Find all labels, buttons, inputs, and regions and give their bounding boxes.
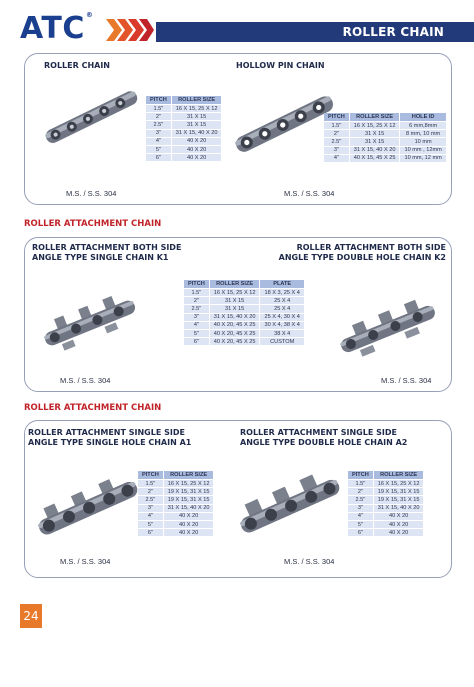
table-row — [348, 512, 424, 520]
table-row — [138, 480, 214, 488]
table-cell: 31 X 15 — [171, 113, 222, 121]
table-cell: 31 X 15 — [349, 130, 400, 138]
table-row — [184, 313, 304, 321]
section-heading-attachment-1: ROLLER ATTACHMENT CHAIN — [24, 219, 162, 229]
table-cell: 40 X 15, 45 X 25 — [349, 154, 400, 162]
table-cell: CUSTOM — [260, 338, 304, 346]
chevron-arrows-icon — [106, 19, 154, 41]
table-row — [138, 529, 214, 537]
a2-chain-image — [236, 468, 346, 548]
table-cell: 1.5" — [146, 105, 171, 113]
table-cell: 18 X 3, 25 X 4 — [260, 289, 304, 297]
table-row — [146, 154, 222, 162]
column-header: ROLLER SIZE — [163, 471, 214, 480]
hollow-pin-spec-table — [324, 113, 447, 162]
table-row — [184, 321, 304, 329]
table-cell: 4" — [138, 512, 163, 520]
table-cell: 2.5" — [348, 496, 373, 504]
table-row — [184, 329, 304, 337]
table-cell: 30 X 4, 38 X 4 — [260, 321, 304, 329]
table-row — [146, 105, 222, 113]
table-row — [146, 121, 222, 129]
a1-title-line2: ANGLE TYPE SINGLE HOLE CHAIN A1 — [28, 438, 192, 447]
column-header: PITCH — [184, 280, 209, 289]
table-cell: 31 X 15, 40 X 20 — [209, 313, 260, 321]
table-cell: 4" — [348, 512, 373, 520]
table-cell: 2.5" — [324, 138, 349, 146]
a1-material: M.S. / S.S. 304 — [60, 557, 111, 566]
a2-material: M.S. / S.S. 304 — [284, 557, 335, 566]
table-row — [348, 496, 424, 504]
column-header: PLATE — [260, 280, 304, 289]
roller-chain-material: M.S. / S.S. 304 — [66, 189, 117, 198]
table-cell: 10 mm, 12 mm — [400, 154, 446, 162]
roller-chain-image — [40, 84, 144, 152]
roller-chain-title: ROLLER CHAIN — [44, 61, 110, 70]
table-cell: 31 X 15 — [209, 297, 260, 305]
table-row — [138, 496, 214, 504]
roller-chain-spec-table — [146, 96, 222, 161]
table-header-row — [138, 471, 214, 480]
table-row — [324, 122, 446, 130]
k1-title-line1: ROLLER ATTACHMENT BOTH SIDE — [32, 243, 182, 252]
table-row — [138, 520, 214, 528]
column-header: PITCH — [324, 113, 349, 122]
table-row — [184, 305, 304, 313]
table-cell: 31 X 15, 40 X 20 — [171, 129, 222, 137]
table-cell: 4" — [324, 154, 349, 162]
table-cell: 1.5" — [138, 480, 163, 488]
table-cell: 40 X 20 — [373, 512, 424, 520]
table-cell: 40 X 20 — [373, 520, 424, 528]
a1-title-line1: ROLLER ATTACHMENT SINGLE SIDE — [28, 428, 185, 437]
table-cell: 38 X 4 — [260, 329, 304, 337]
table-cell: 6" — [146, 154, 171, 162]
table-row — [146, 137, 222, 145]
page-number: 24 — [20, 604, 42, 628]
brand-logo — [20, 11, 94, 46]
table-row — [184, 297, 304, 305]
table-cell: 40 X 20 — [373, 529, 424, 537]
table-cell: 6 mm,8mm — [400, 122, 446, 130]
table-cell: 2" — [184, 297, 209, 305]
table-cell: 6" — [184, 338, 209, 346]
brand-name: ATC — [20, 11, 85, 46]
table-row — [324, 146, 446, 154]
table-row — [348, 529, 424, 537]
table-row — [324, 138, 446, 146]
a2-spec-table — [348, 471, 424, 536]
table-cell: 16 X 15, 25 X 12 — [349, 122, 400, 130]
table-cell: 3" — [138, 504, 163, 512]
table-cell: 2.5" — [146, 121, 171, 129]
table-cell: 19 X 15, 31 X 15 — [373, 488, 424, 496]
a2-title-line2: ANGLE TYPE DOUBLE HOLE CHAIN A2 — [240, 438, 408, 447]
k2-title-line2: ANGLE TYPE DOUBLE HOLE CHAIN K2 — [278, 253, 446, 262]
table-cell: 3" — [324, 146, 349, 154]
attachment-both-side-spec-table — [184, 280, 305, 345]
table-cell: 16 X 15, 25 X 12 — [163, 480, 214, 488]
k1-chain-image — [40, 288, 140, 358]
table-cell: 25 X 4 — [260, 297, 304, 305]
a1-spec-table — [138, 471, 214, 536]
table-header-row — [324, 113, 446, 122]
table-cell: 2.5" — [138, 496, 163, 504]
table-cell: 8 mm, 10 mm — [400, 130, 446, 138]
table-cell: 40 X 20, 45 X 25 — [209, 321, 260, 329]
table-header-row — [146, 96, 222, 105]
column-header: PITCH — [138, 471, 163, 480]
k1-title — [32, 243, 181, 263]
table-cell: 3" — [146, 129, 171, 137]
k1-material: M.S. / S.S. 304 — [60, 376, 111, 385]
table-cell: 3" — [348, 504, 373, 512]
a2-title — [240, 428, 407, 448]
page-title: ROLLER CHAIN — [342, 25, 444, 39]
header-bar — [156, 22, 474, 42]
table-cell: 31 X 15 — [349, 138, 400, 146]
a1-chain-image — [34, 470, 144, 550]
table-cell: 19 X 15, 31 X 15 — [163, 496, 214, 504]
table-row — [348, 520, 424, 528]
table-cell: 5" — [184, 329, 209, 337]
table-cell: 31 X 15 — [209, 305, 260, 313]
table-cell: 25 X 4 — [260, 305, 304, 313]
table-row — [184, 289, 304, 297]
table-cell: 19 X 15, 31 X 15 — [163, 488, 214, 496]
table-cell: 40 X 20 — [171, 137, 222, 145]
table-cell: 3" — [184, 313, 209, 321]
table-row — [146, 145, 222, 153]
a1-title — [28, 428, 191, 448]
table-header-row — [348, 471, 424, 480]
table-row — [146, 113, 222, 121]
table-cell: 16 X 15, 25 X 12 — [373, 480, 424, 488]
table-row — [324, 154, 446, 162]
hollow-pin-chain-title: HOLLOW PIN CHAIN — [236, 61, 325, 70]
table-row — [138, 488, 214, 496]
table-header-row — [184, 280, 304, 289]
column-header: ROLLER SIZE — [209, 280, 260, 289]
table-row — [138, 512, 214, 520]
table-cell: 25 X 4, 30 X 4 — [260, 313, 304, 321]
table-cell: 5" — [348, 520, 373, 528]
table-cell: 40 X 20, 45 X 25 — [209, 338, 260, 346]
table-cell: 4" — [184, 321, 209, 329]
column-header: PITCH — [146, 96, 171, 105]
table-cell: 2.5" — [184, 305, 209, 313]
table-cell: 40 X 20 — [163, 529, 214, 537]
k2-chain-image — [336, 294, 440, 364]
column-header: ROLLER SIZE — [171, 96, 222, 105]
k2-title — [279, 243, 446, 263]
k2-title-line1: ROLLER ATTACHMENT BOTH SIDE — [296, 243, 446, 252]
column-header: HOLE ID — [400, 113, 446, 122]
table-cell: 16 X 15, 25 X 12 — [171, 105, 222, 113]
table-row — [348, 504, 424, 512]
column-header: PITCH — [348, 471, 373, 480]
table-cell: 1.5" — [324, 122, 349, 130]
table-cell: 4" — [146, 137, 171, 145]
table-cell: 10 mm — [400, 138, 446, 146]
table-cell: 2" — [146, 113, 171, 121]
table-row — [348, 480, 424, 488]
column-header: ROLLER SIZE — [349, 113, 400, 122]
table-cell: 6" — [138, 529, 163, 537]
table-cell: 19 X 15, 31 X 15 — [373, 496, 424, 504]
table-cell: 40 X 20 — [163, 520, 214, 528]
a2-title-line1: ROLLER ATTACHMENT SINGLE SIDE — [240, 428, 397, 437]
section-heading-attachment-2: ROLLER ATTACHMENT CHAIN — [24, 403, 162, 413]
hollow-pin-material: M.S. / S.S. 304 — [284, 189, 335, 198]
table-cell: 40 X 20, 45 X 25 — [209, 329, 260, 337]
table-row — [184, 338, 304, 346]
table-cell: 5" — [146, 145, 171, 153]
table-row — [348, 488, 424, 496]
table-row — [324, 130, 446, 138]
table-cell: 2" — [138, 488, 163, 496]
table-cell: 40 X 20 — [171, 145, 222, 153]
table-row — [146, 129, 222, 137]
table-cell: 2" — [324, 130, 349, 138]
table-cell: 31 X 15, 40 X 20 — [373, 504, 424, 512]
table-cell: 1.5" — [348, 480, 373, 488]
table-cell: 1.5" — [184, 289, 209, 297]
table-cell: 40 X 20 — [171, 154, 222, 162]
table-cell: 2" — [348, 488, 373, 496]
table-cell: 31 X 15, 40 X 20 — [349, 146, 400, 154]
table-cell: 31 X 15, 40 X 20 — [163, 504, 214, 512]
table-cell: 5" — [138, 520, 163, 528]
k2-material: M.S. / S.S. 304 — [381, 376, 432, 385]
table-cell: 16 X 15, 25 X 12 — [209, 289, 260, 297]
column-header: ROLLER SIZE — [373, 471, 424, 480]
table-cell: 40 X 20 — [163, 512, 214, 520]
k1-title-line2: ANGLE TYPE SINGLE CHAIN K1 — [32, 253, 169, 262]
trademark-symbol: ® — [85, 11, 94, 19]
table-cell: 10 mm , 12mm — [400, 146, 446, 154]
table-cell: 31 X 15 — [171, 121, 222, 129]
table-row — [138, 504, 214, 512]
table-cell: 6" — [348, 529, 373, 537]
